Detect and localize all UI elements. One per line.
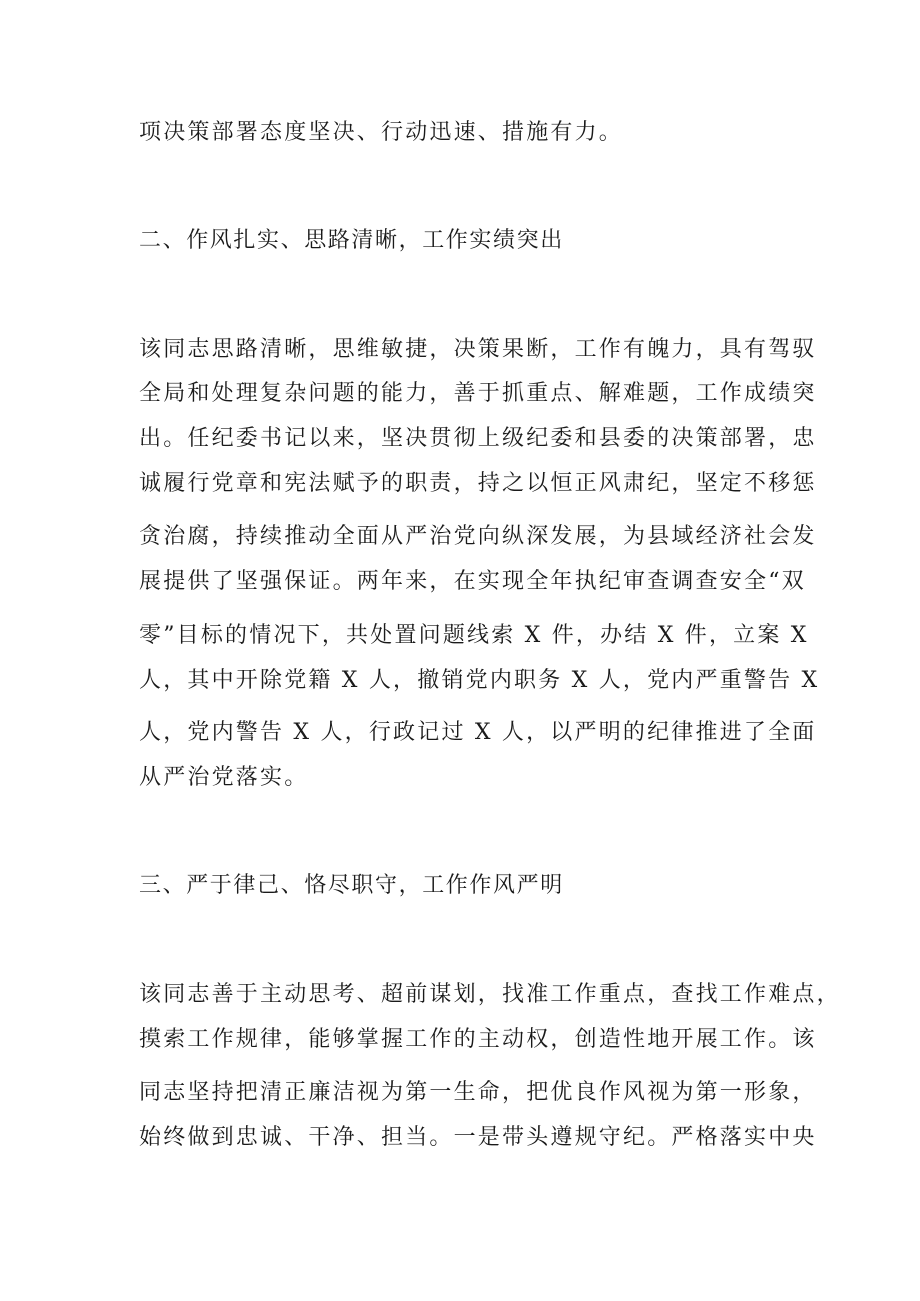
paragraph-line: 人，党内警告 X 人，行政记过 X 人，以严明的纪律推进了全面 (139, 720, 817, 745)
paragraph-line: 诚履行党章和宪法赋予的职责，持之以恒正风肃纪，坚定不移惩 (139, 471, 817, 496)
paragraph-line: 项决策部署态度坚决、行动迅速、措施有力。 (139, 120, 624, 145)
section-heading-2: 二、作风扎实、思路清晰，工作实绩突出 (139, 228, 564, 253)
paragraph-line: 零”目标的情况下，共处置问题线索 X 件，办结 X 件，立案 X (139, 623, 809, 648)
paragraph-line: 始终做到忠诚、干净、担当。一是带头遵规守纪。严格落实中央 (139, 1125, 817, 1150)
paragraph-line: 展提供了坚强保证。两年来，在实现全年执纪审查调查安全“双 (139, 569, 806, 594)
paragraph-line: 该同志思路清晰，思维敏捷，决策果断，工作有魄力，具有驾驭 (139, 337, 817, 362)
section-heading-3: 三、严于律己、恪尽职守，工作作风严明 (139, 873, 564, 898)
paragraph-line: 从严治党落实。 (139, 765, 309, 790)
paragraph-line: 人，其中开除党籍 X 人，撤销党内职务 X 人，党内严重警告 X (139, 668, 820, 693)
paragraph-line: 贪治腐，持续推动全面从严治党向纵深发展，为县域经济社会发 (139, 524, 817, 549)
paragraph-line: 同志坚持把清正廉洁视为第一生命，把优良作风视为第一形象， (139, 1080, 817, 1105)
paragraph-line: 该同志善于主动思考、超前谋划，找准工作重点，查找工作难点， (139, 982, 841, 1007)
paragraph-line: 全局和处理复杂问题的能力，善于抓重点、解难题，工作成绩突 (139, 381, 817, 406)
paragraph-line: 摸索工作规律，能够掌握工作的主动权，创造性地开展工作。该 (139, 1027, 817, 1052)
paragraph-line: 出。任纪委书记以来，坚决贯彻上级纪委和县委的决策部署，忠 (139, 426, 817, 451)
